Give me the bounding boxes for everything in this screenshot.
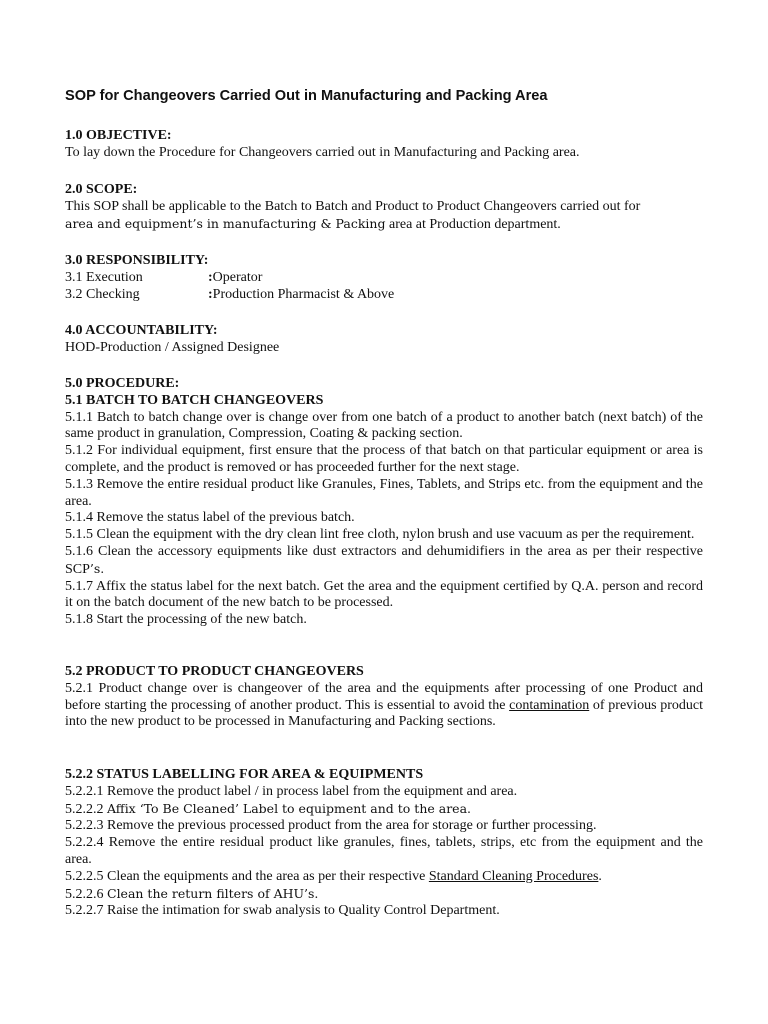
step-5-2-2-5: 5.2.2.5 Clean the equipments and the area as per their respective Standard Cleaning Procedures.: [65, 868, 602, 884]
step-5-1-1: 5.1.1 Batch to batch change over is change over from one batch of a product to another batch (next batch) of the same product in granulation, Compression, Coating & packing section.: [65, 409, 703, 442]
step-5-2-2-6: 5.2.2.6 Clean the return filters of AHU’s.: [65, 885, 319, 902]
scope-text-line1: This SOP shall be applicable to the Batch to Batch and Product to Product Changeovers carried out for: [65, 198, 641, 214]
accountability-section: [65, 323, 703, 357]
responsibility-label: 3.2 Checking: [65, 286, 140, 302]
product-changeover-heading: 5.2 PRODUCT TO PRODUCT CHANGEOVERS: [65, 664, 364, 679]
step-5-2-1: 5.2.1 Product change over is changeover of the area and the equipments after processing of one Product and before starting the processing of another product. This is essential to avoid the contamination of previous product into the new product to be processed in Manufacturing and Packing sections.: [65, 680, 703, 730]
procedure-section: [65, 376, 703, 629]
step-5-2-2-1: 5.2.2.1 Remove the product label / in process label from the equipment and area.: [65, 783, 518, 799]
step-5-2-2-3: 5.2.2.3 Remove the previous processed product from the area for storage or further processing.: [65, 818, 597, 834]
scope-heading: 2.0 SCOPE:: [65, 182, 138, 197]
product-changeover-section: [65, 664, 703, 731]
objective-heading: 1.0 OBJECTIVE:: [65, 128, 172, 143]
step-5-2-2-4: 5.2.2.4 Remove the entire residual product like granules, fines, tablets, strips, etc from the equipment and the area.: [65, 835, 703, 867]
accountability-heading: 4.0 ACCOUNTABILITY:: [65, 323, 218, 338]
step-5-1-3: 5.1.3 Remove the entire residual product like Granules, Fines, Tablets, and Strips etc. from the equipment and the area.: [65, 476, 703, 509]
step-5-1-7: 5.1.7 Affix the status label for the next batch. Get the area and the equipment certified by Q.A. person and record it on the batch document of the new batch to be processed.: [65, 578, 703, 611]
responsibility-section: [65, 253, 703, 303]
status-labelling-heading: 5.2.2 STATUS LABELLING FOR AREA & EQUIPMENTS: [65, 767, 424, 782]
batch-changeover-heading: 5.1 BATCH TO BATCH CHANGEOVERS: [65, 392, 324, 408]
step-5-1-2: 5.1.2 For individual equipment, first ensure that the process of that batch on that particular equipment or area is complete, and the product is removed or has proceeded further for the next stage.: [65, 443, 703, 475]
status-labelling-section: [65, 767, 703, 920]
responsibility-value: :Production Pharmacist & Above: [208, 286, 395, 302]
scope-section: [65, 182, 703, 233]
step-5-2-2-7: 5.2.2.7 Raise the intimation for swab analysis to Quality Control Department.: [65, 903, 500, 919]
step-5-1-8: 5.1.8 Start the processing of the new batch.: [65, 612, 307, 628]
scope-text-line2: [65, 216, 703, 234]
objective-text: To lay down the Procedure for Changeovers carried out in Manufacturing and Packing area.: [65, 144, 580, 160]
step-5-1-5: 5.1.5 Clean the equipment with the dry clean lint free cloth, nylon brush and use vacuum as per the requirement.: [65, 527, 695, 543]
contamination-link: contamination: [509, 697, 590, 713]
responsibility-heading: 3.0 RESPONSIBILITY:: [65, 253, 209, 268]
document-title: SOP for Changeovers Carried Out in Manufacturing and Packing Area: [65, 88, 548, 104]
responsibility-row-checking: [65, 287, 703, 304]
scope-text-fragment: area and equipment’s in manufacturing & Packing: [65, 215, 386, 231]
step-5-1-4: 5.1.4 Remove the status label of the previous batch.: [65, 510, 355, 526]
accountability-text: HOD-Production / Assigned Designee: [65, 339, 280, 355]
responsibility-label: 3.1 Execution: [65, 269, 143, 285]
step-5-1-6: 5.1.6 Clean the accessory equipments like dust extractors and dehumidifiers in the area as per their respective SCP’s.: [65, 543, 703, 577]
scope-text-tail: area at Production department.: [385, 216, 561, 232]
responsibility-value: :Operator: [208, 269, 263, 285]
responsibility-row-execution: [65, 270, 703, 287]
step-5-2-2-2: 5.2.2.2 Affix ‘To Be Cleaned’ Label to equipment and to the area.: [65, 800, 472, 817]
objective-section: [65, 128, 703, 162]
procedure-heading: 5.0 PROCEDURE:: [65, 376, 180, 391]
standard-cleaning-procedures-link: Standard Cleaning Procedures: [428, 868, 599, 884]
